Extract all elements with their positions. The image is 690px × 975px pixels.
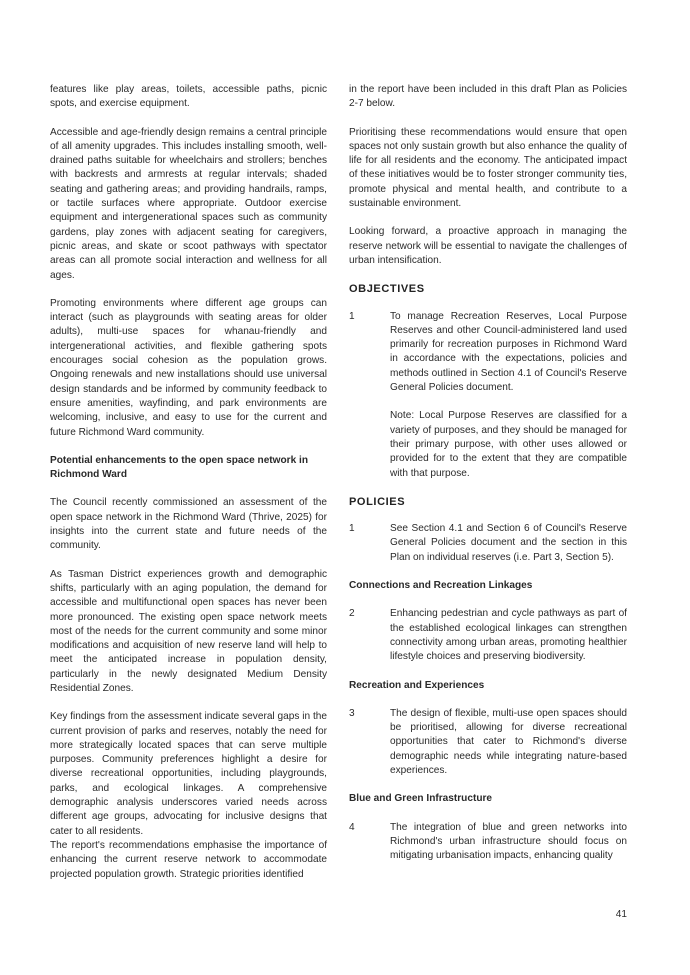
policy-subheading: Connections and Recreation Linkages [349,580,533,592]
paragraph: The Council recently commissioned an assessment of the open space network in the Richmond Ward (Thrive, 2025) for insights into the current state and future needs of the community. [50,497,327,552]
paragraph: Key findings from the assessment indicate several gaps in the current provision of parks and reserves, notably the need for more strategically located spaces that can serve multiple purposes. Community preferences highlight a desire for diverse recreational opportunities, including playgrounds, parks, and ecological linkages. A comprehensive demographic analysis underscores varied needs across different age groups, advocating for inclusive designs that cater to all residents. [50,711,327,837]
objective-note: Note: Local Purpose Reserves are classified for a variety of purposes, and they should be managed for their primary purpose, with other uses allowed or provided for to the extent that they are compatible with that purpose. [390,410,627,479]
policy-text: See Section 4.1 and Section 6 of Council's Reserve General Policies document and the section in this Plan on individual reserves (i.e. Part 3, Section 5). [390,523,627,563]
paragraph: Promoting environments where different age groups can interact (such as playgrounds with seating areas for older adults), multi-use spaces for whanau-friendly and intergenerational activities, and flexible gathering spots encourages social cohesion as the population grows. Ongoing renewals and new installations should use universal design standards and be informed by community feedback to ensure amenities, wayfinding, and park environments are welcoming, inclusive, and easy to use for the current and future Richmond Ward community. [50,297,327,438]
policy-text: The integration of blue and green networks into Richmond's urban infrastructure should focus on mitigating urbanisation impacts, enhancing quality [390,821,627,862]
paragraph: As Tasman District experiences growth and demographic shifts, particularly with an aging population, the demand for accessible and multifunctional open spaces has never been more pronounced. The existing open space network meets most of the needs for the current community and some minor modifications and acquisition of new reserve land will help to meet the anticipated increase in population density, particularly in the newly designated Medium Density Residential Zones. [50,568,327,694]
policies-heading: POLICIES [349,495,406,508]
item-body [390,522,627,565]
policy-subheading: Recreation and Experiences [349,679,485,691]
policy-text: Enhancing pedestrian and cycle pathways as part of the established ecological linkages can strengthen connectivity among urban areas, promoting healthier lifestyle choices and preserving biodiversity. [390,608,627,663]
paragraph: Accessible and age-friendly design remains a central principle of all amenity upgrades. This includes installing smooth, well-drained paths suitable for wheelchairs and strollers; benches with backrests and armrests at regular intervals; shaded seating and gathering areas; and providing handrails, ramps, or tactile surfaces where appropriate. Outdoor exercise equipment and intergenerational spaces such as community gardens, play zones with adjacent seating for caregivers, picnic areas, and skate or scoot pathways with spectator areas can all promote social interaction and wellness for all ages. [50,126,327,281]
left-column [50,83,327,882]
item-number: 4 [349,821,355,833]
policy-item [349,707,627,778]
item-body [390,707,627,778]
objective-text: To manage Recreation Reserves, Local Purpose Reserves and other Council-administered land used primarily for recreation purposes in Richmond Ward in accordance with the expectations, policies and methods outlined in Section 4.1 of Council's Reserve General Policies document. [390,310,627,394]
objective-item [349,310,627,481]
item-number: 1 [349,310,355,322]
policy-item [349,522,627,565]
paragraph: The report's recommendations emphasise the importance of enhancing the current reserve network to accommodate projected population growth. Strategic priorities identified [50,839,327,880]
item-body [390,607,627,664]
policy-item [349,821,627,864]
item-number: 3 [349,707,355,719]
item-body [390,310,627,481]
section-subheading: Potential enhancements to the open space network in Richmond Ward [50,454,309,481]
paragraph: Looking forward, a proactive approach in managing the reserve network will be essential to navigate the challenges of urban intensification. [349,226,627,266]
policy-subheading: Blue and Green Infrastructure [349,793,493,805]
objectives-heading: OBJECTIVES [349,283,425,296]
item-number: 1 [349,523,355,535]
policy-item [349,607,627,664]
item-body [390,821,627,864]
paragraph: features like play areas, toilets, accessible paths, picnic spots, and exercise equipment. [50,84,327,110]
item-number: 2 [349,608,355,620]
paragraph: in the report have been included in this draft Plan as Policies 2-7 below. [349,84,627,110]
paragraph: Prioritising these recommendations would ensure that open spaces not only sustain growth but also enhance the quality of life for all residents and the economy. The anticipated impact of these initiatives would be to foster stronger community ties, promote physical and mental health, and contribute to a sustainable environment. [349,126,627,210]
right-column [349,83,627,877]
policy-text: The design of flexible, multi-use open spaces should be prioritised, allowing for diverse recreational opportunities that cater to Richmond's diverse demographic needs while integrating nature-based experiences. [390,707,627,776]
page-number: 41 [615,909,627,920]
